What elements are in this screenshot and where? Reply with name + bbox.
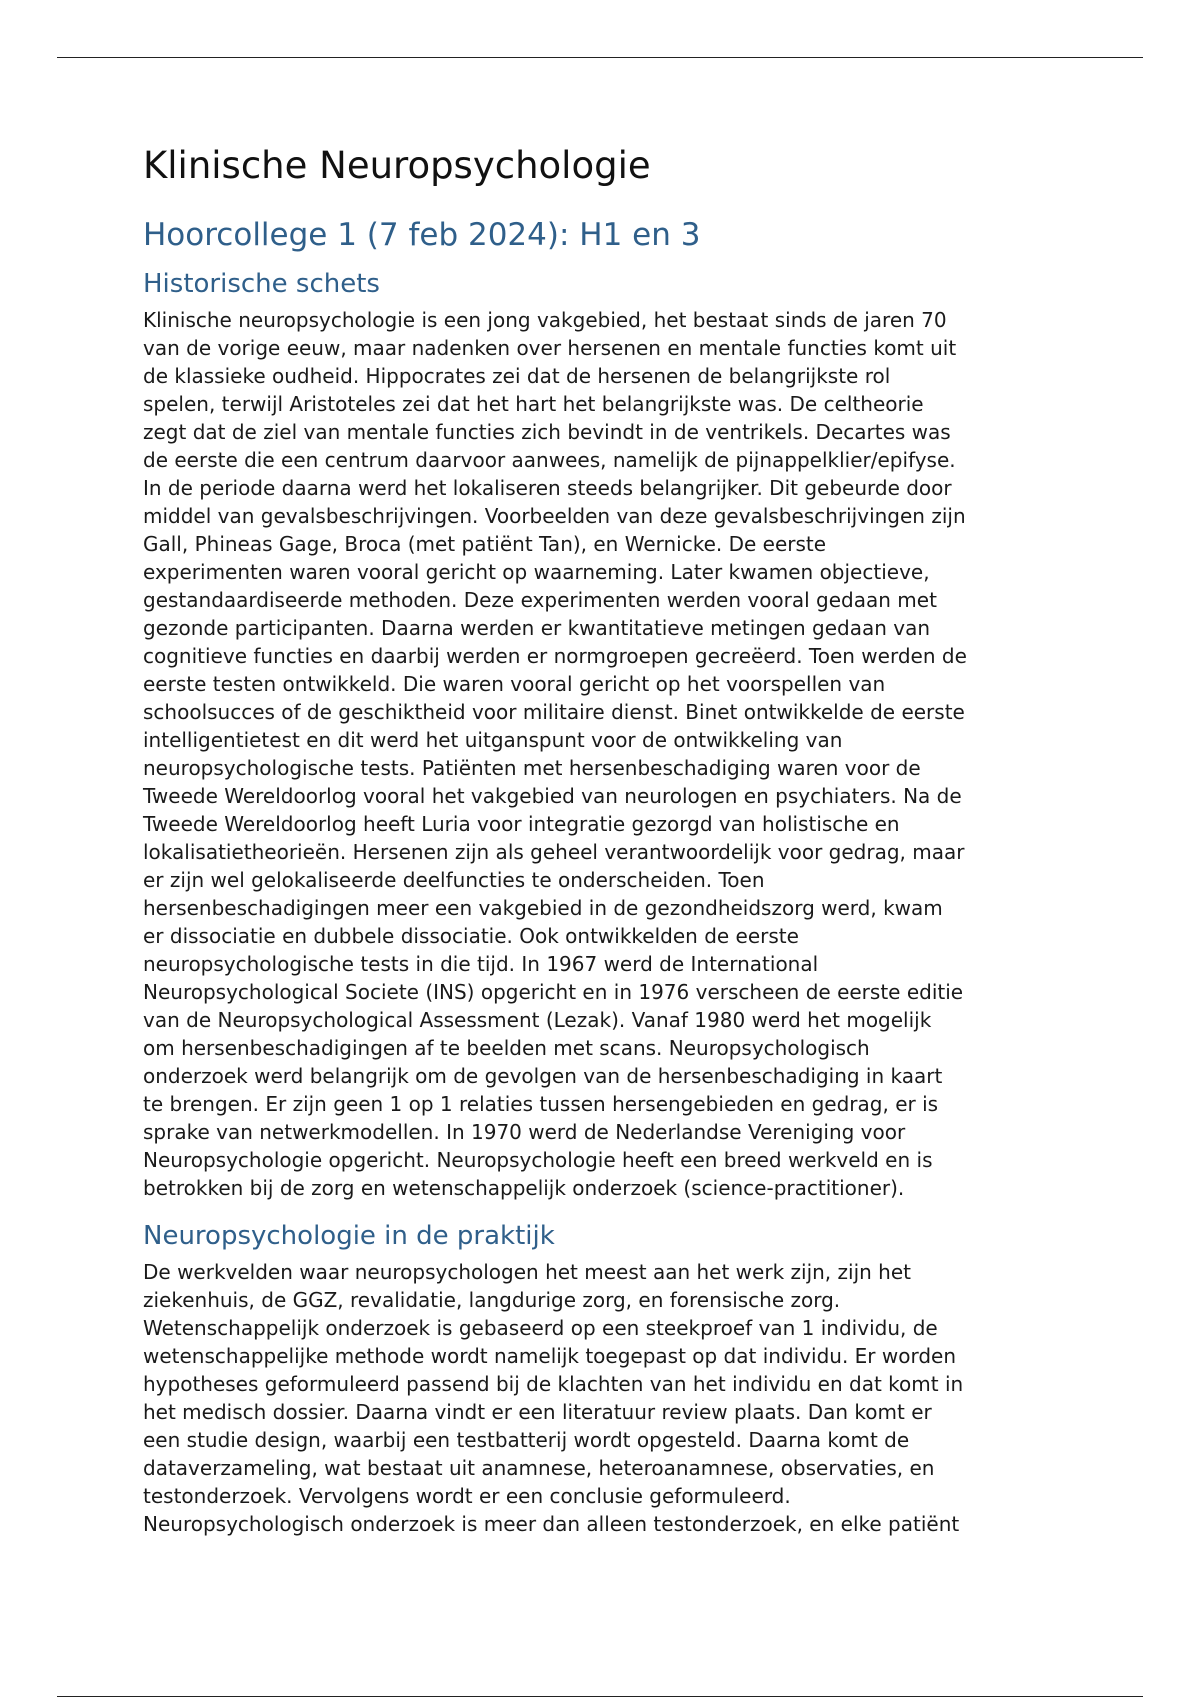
header-rule	[57, 57, 1143, 58]
lecture-heading: Hoorcollege 1 (7 feb 2024): H1 en 3	[143, 217, 701, 253]
section-heading-historische-schets: Historische schets	[143, 269, 380, 299]
document-page	[143, 140, 1073, 1538]
footer-rule	[57, 1696, 1143, 1697]
section-paragraph-historische-schets: Klinische neuropsychologie is een jong vakgebied, het bestaat sinds de jaren 70 van de vorige eeuw, maar nadenken over hersenen en mentale functies komt uit de klassieke oudheid. Hippocrates zei dat de hersenen de belangrijkste rol spelen, terwijl Aristoteles zei dat het hart het belangrijkste was. De celtheorie zegt dat de ziel van mentale functies zich bevindt in de ventrikels. Decartes was de eerste die een centrum daarvoor aanwees, namelijk de pijnappelklier/epifyse. In de periode daarna werd het lokaliseren steeds belangrijker. Dit gebeurde door middel van gevalsbeschrijvingen. Voorbeelden van deze gevalsbeschrijvingen zijn Gall, Phineas Gage, Broca (met patiënt Tan), en Wernicke. De eerste experimenten waren vooral gericht op waarneming. Later kwamen objectieve, gestandaardiseerde methoden. Deze experimenten werden vooral gedaan met gezonde participanten. Daarna werden er kwantitatieve metingen gedaan van cognitieve functies en daarbij werden er normgroepen gecreëerd. Toen werden de eerste testen ontwikkeld. Die waren vooral gericht op het voorspellen van schoolsucces of de geschiktheid voor militaire dienst. Binet ontwikkelde de eerste intelligentietest en dit werd het uitganspunt voor de ontwikkeling van neuropsychologische tests. Patiënten met hersenbeschadiging waren voor de Tweede Wereldoorlog vooral het vakgebied van neurologen en psychiaters. Na de Tweede Wereldoorlog heeft Luria voor integratie gezorgd van holistische en lokalisatietheorieën. Hersenen zijn als geheel verantwoordelijk voor gedrag, maar er zijn wel gelokaliseerde deelfuncties te onderscheiden. Toen hersenbeschadigingen meer een vakgebied in de gezondheidszorg werd, kwam er dissociatie en dubbele dissociatie. Ook ontwikkelden de eerste neuropsychologische tests in die tijd. In 1967 werd de International Neuropsychological Societe (INS) opgericht en in 1976 verscheen de eerste editie van de Neuropsychological Assessment (Lezak). Vanaf 1980 werd het mogelijk om hersenbeschadigingen af te beelden met scans. Neuropsychologisch onderzoek werd belangrijk om de gevolgen van de hersenbeschadiging in kaart te brengen. Er zijn geen 1 op 1 relaties tussen hersengebieden en gedrag, er is sprake van netwerkmodellen. In 1970 werd de Nederlandse Vereniging voor Neuropsychologie opgericht. Neuropsychologie heeft een breed werkveld en is betrokken bij de zorg en wetenschappelijk onderzoek (science-practitioner).	[143, 308, 967, 1200]
section-paragraph-praktijk: De werkvelden waar neuropsychologen het meest aan het werk zijn, zijn het ziekenhuis, de GGZ, revalidatie, langdurige zorg, en forensische zorg. Wetenschappelijk onderzoek is gebaseerd op een steekproef van 1 individu, de wetenschappelijke methode wordt namelijk toegepast op dat individu. Er worden hypotheses geformuleerd passend bij de klachten van het individu en dat komt in het medisch dossier. Daarna vindt er een literatuur review plaats. Dan komt er een studie design, waarbij een testbatterij wordt opgesteld. Daarna komt de dataverzameling, wat bestaat uit anamnese, heteroanamnese, observaties, en testonderzoek. Vervolgens wordt er een conclusie geformuleerd. Neuropsychologisch onderzoek is meer dan alleen testonderzoek, en elke patiënt	[143, 1260, 964, 1536]
document-title: Klinische Neuropsychologie	[143, 144, 651, 187]
section-heading-praktijk: Neuropsychologie in de praktijk	[143, 1221, 555, 1251]
